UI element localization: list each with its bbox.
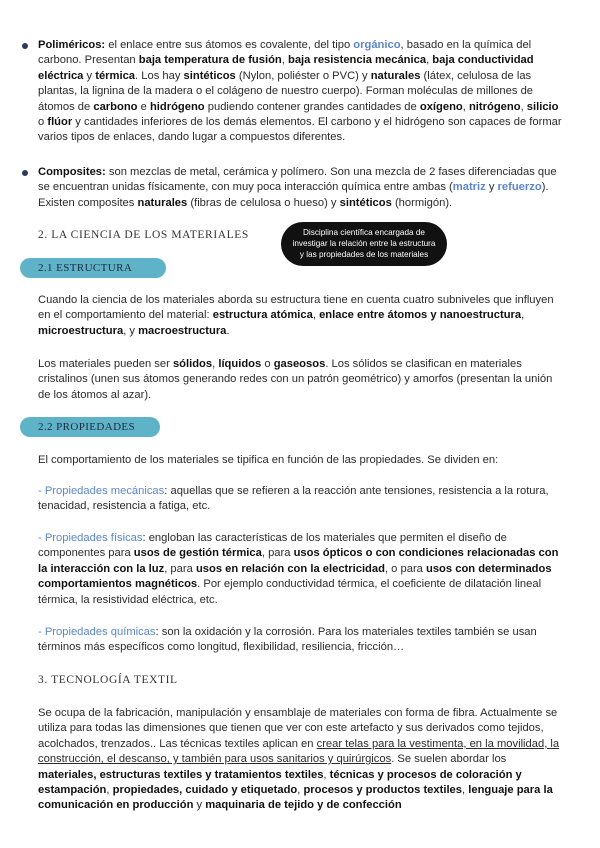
propiedades-quimicas: - Propiedades químicas: son la oxidación y la corrosión. Para los materiales textiles también se usan términos más específicos como longitud, flexibilidad, resiliencia, fricción… [38,626,537,654]
subsection-pill-propiedades: 2.2 PROPIEDADES [20,417,160,437]
estructura-paragraph-1: Cuando la ciencia de los materiales aborda su estructura tiene en cuenta cuatro subniveles que influyen en el comportamiento del material: estructura atómica, enlace entre átomos y nanoestructura, microestructura, y macroestructura. [38,294,554,337]
propiedades-mecanicas: - Propiedades mecánicas: aquellas que se refieren a la reacción ante tensiones, resistencia a la rotura, tenacidad, resistencia a fatiga, etc. [38,485,549,513]
subsection-pill-estructura: 2.1 ESTRUCTURA [20,258,166,278]
section-heading-tecnologia: 3. TECNOLOGÍA TEXTIL [38,674,178,686]
note-line: Disciplina científica encargada de [303,228,425,237]
definition-note [281,222,447,266]
propiedades-intro: El comportamiento de los materiales se tipifica en función de las propiedades. Se dividen en: [38,454,499,466]
tecnologia-paragraph: Se ocupa de la fabricación, manipulación y ensamblaje de materiales con forma de fibra. Actualmente se utiliza para todas las dimensiones que tienen que ver con este artefacto y sus derivados como tejidos, acolchados, trenzados.. Las técnicas textiles aplican en crear telas para la vestimenta, en la movilidad, la construcción, el descanso, y también para usos sanitarios y quirúrgicos. Se suelen abordar los materiales, estructuras textiles y tratamientos textiles, técnicas y procesos de coloración y estampación, propiedades, cuidado y etiquetado, procesos y productos textiles, lenguaje para la comunicación en producción y maquinaria de tejido y de confección [38,707,560,812]
estructura-paragraph-2: Los materiales pueden ser sólidos, líquidos o gaseosos. Los sólidos se clasifican en materiales cristalinos (unen sus átomos generando redes con un patrón geométrico) y amorfos (presentan la unión de los átomos al azar). [38,358,553,401]
section-heading-ciencia: 2. LA CIENCIA DE LOS MATERIALES [38,229,249,241]
bullet-dot [22,43,28,49]
polimericos-paragraph: Poliméricos: el enlace entre sus átomos es covalente, del tipo orgánico, basado en la química del carbono. Presentan baja temperatura de fusión, baja resistencia mecánica, baja conductividad eléctrica y térmica. Los hay sintéticos (Nylon, poliéster o PVC) y naturales (látex, celulosa de las plantas, la lignina de la madera o el colágeno de nuestro cuerpo). Forman moléculas de millones de átomos de carbono e hidrógeno pudiendo contener grandes cantidades de oxígeno, nitrógeno, silicio o flúor y cantidades inferiores de los demás elementos. El carbono y el hidrógeno son capaces de formar varios tipos de enlaces, dando lugar a compuestos diferentes. [38,39,562,144]
note-line: investigar la relación entre la estructura [292,239,436,248]
composites-paragraph: Composites: son mezclas de metal, cerámica y polímero. Son una mezcla de 2 fases diferenciadas que se encuentran unidas físicamente, con muy poca interacción química entre ambas (matriz y refuerzo). Existen composites naturales (fibras de celulosa o hueso) y sintéticos (hormigón). [38,166,557,209]
propiedades-fisicas: - Propiedades físicas: engloban las características de los materiales que permiten el diseño de componentes para usos de gestión térmica, para usos ópticos o con condiciones relacionadas con la interacción con la luz, para usos en relación con la electricidad, o para usos con determinados comportamientos magnéticos. Por ejemplo conductividad térmica, el coeficiente de dilatación lineal térmica, la resistividad eléctrica, etc. [38,532,559,606]
bullet-dot [22,170,28,176]
note-line: y las propiedades de los materiales [299,250,429,259]
